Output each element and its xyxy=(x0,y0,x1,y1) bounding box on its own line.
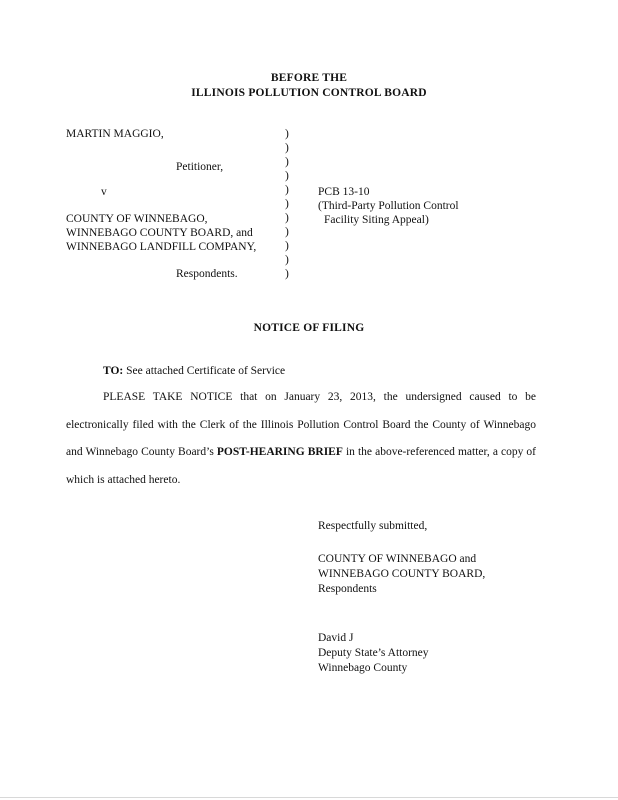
caption-paren: ) xyxy=(285,128,289,140)
notice-to-line xyxy=(103,364,285,378)
notice-body-part-2: in the above-referenced matter, a copy of which is attached hereto. xyxy=(66,446,537,486)
signature-party-line-3: Respondents xyxy=(318,583,377,595)
case-type-line-1: (Third-Party Pollution Control xyxy=(318,200,459,212)
caption-paren: ) xyxy=(285,226,289,238)
case-type-line-2: Facility Siting Appeal) xyxy=(324,214,429,226)
petitioner-name: MARTIN MAGGIO, xyxy=(66,128,164,140)
notice-to-label: TO: xyxy=(103,365,124,377)
signature-party-line-2: WINNEBAGO COUNTY BOARD, xyxy=(318,568,486,580)
respondent-line-3: WINNEBAGO LANDFILL COMPANY, xyxy=(66,241,257,253)
notice-body xyxy=(66,384,536,494)
caption-paren: ) xyxy=(285,184,289,196)
heading-board-name: ILLINOIS POLLUTION CONTROL BOARD xyxy=(191,87,427,99)
caption-paren: ) xyxy=(285,156,289,168)
signature-office: Winnebago County xyxy=(318,662,408,674)
notice-to-text: See attached Certificate of Service xyxy=(126,365,286,377)
scan-edge-line xyxy=(0,797,618,798)
caption-paren: ) xyxy=(285,268,289,280)
signature-name: David J xyxy=(318,632,354,644)
caption-paren: ) xyxy=(285,254,289,266)
caption-paren: ) xyxy=(285,198,289,210)
signature-title: Deputy State’s Attorney xyxy=(318,647,429,659)
signature-closing: Respectfully submitted, xyxy=(318,520,428,532)
respondent-line-2: WINNEBAGO COUNTY BOARD, and xyxy=(66,227,253,239)
heading-before-the: BEFORE THE xyxy=(270,72,348,84)
caption-paren: ) xyxy=(285,212,289,224)
notice-body-part-1: PLEASE TAKE NOTICE that on January 23, 2013, the undersigned caused to be electronically filed with the Clerk of the Illinois Pollution Control Board the County of Winnebago and Winnebago County Board’s xyxy=(66,391,536,458)
respondent-role: Respondents. xyxy=(176,268,238,280)
respondent-line-1: COUNTY OF WINNEBAGO, xyxy=(66,213,208,225)
notice-body-document-title: POST-HEARING BRIEF xyxy=(216,446,343,458)
caption-paren: ) xyxy=(285,240,289,252)
versus-label: v xyxy=(101,186,107,198)
notice-title: NOTICE OF FILING xyxy=(253,322,365,334)
signature-party-line-1: COUNTY OF WINNEBAGO and xyxy=(318,553,477,565)
caption-paren: ) xyxy=(285,170,289,182)
caption-paren: ) xyxy=(285,142,289,154)
case-number: PCB 13-10 xyxy=(318,186,370,198)
petitioner-role: Petitioner, xyxy=(176,161,224,173)
